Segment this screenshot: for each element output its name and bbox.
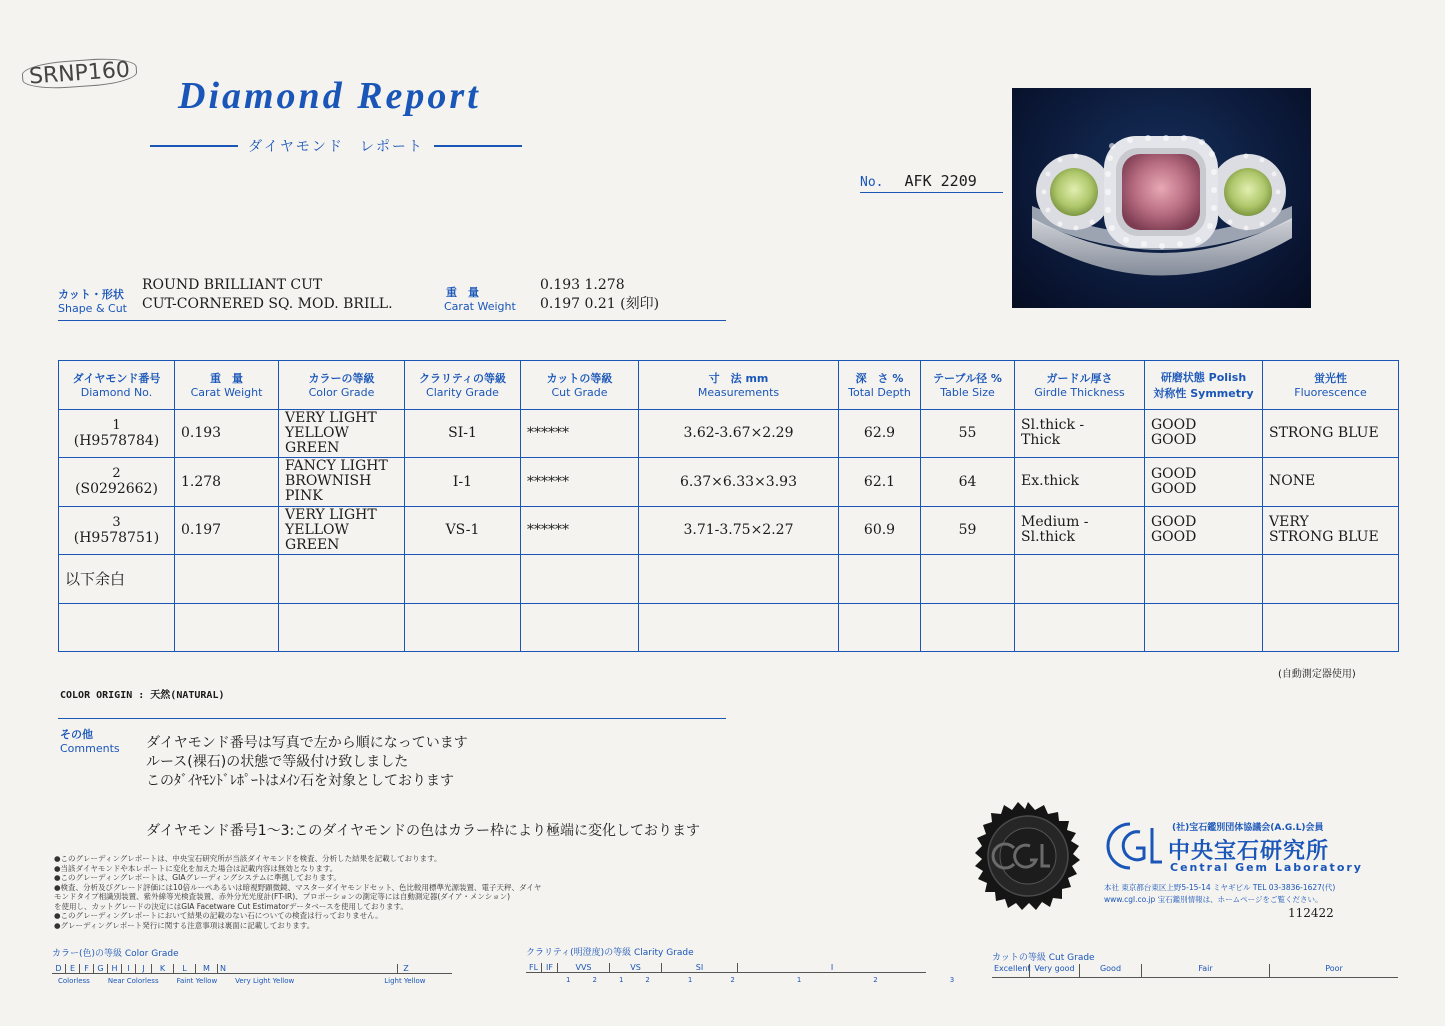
carat-weight-value-1: 0.193 1.278 — [540, 277, 625, 293]
clarity-grade-cell: I — [830, 963, 834, 972]
color-scale-title: カラー(色)の等級 Color Grade — [52, 949, 179, 959]
cell-table-size: 64 — [921, 458, 1015, 507]
clarity-grade-cell: SI — [662, 963, 738, 972]
disclaimer-notes — [54, 854, 614, 930]
cell-color: VERY LIGHT YELLOW GREEN — [279, 506, 405, 555]
report-number — [860, 172, 1003, 193]
cell-end-text: 以下余白 — [59, 555, 175, 604]
clarity-sub-label: 3 — [949, 976, 955, 984]
color-grade-cell: Z — [403, 964, 409, 973]
cell-clarity: I-1 — [405, 458, 521, 507]
cell-carat: 1.278 — [175, 458, 279, 507]
subtitle-rule-right — [434, 145, 522, 147]
table-row — [59, 409, 1399, 458]
cell-table-size: 55 — [921, 409, 1015, 458]
seal-icon — [972, 800, 1084, 912]
note-line: ●このグレーディングレポートは、GIAグレーディングシステムに準拠しております。 — [54, 873, 341, 882]
cell-fluorescence: VERY STRONG BLUE — [1263, 506, 1399, 555]
comments-text — [146, 734, 468, 791]
cell-table-size: 59 — [921, 506, 1015, 555]
cell-diamond-no: 2 (S0292662) — [59, 458, 175, 507]
cut-scale-title: カットの等級 Cut Grade — [992, 953, 1095, 963]
color-grade-cell: E — [66, 964, 80, 973]
col-header-clarity: クラリティの等級 Clarity Grade — [405, 361, 521, 410]
comments-label-en: Comments — [60, 742, 120, 755]
report-number-value: AFK 2209 — [904, 172, 977, 190]
color-grade-cell: K — [152, 964, 174, 973]
lab-membership: (社)宝石鑑別団体協議会(A.G.L)会員 — [1172, 823, 1324, 833]
cut-grade-cell: Very good — [1030, 964, 1080, 977]
cut-grade-cell: Good — [1080, 964, 1142, 977]
comment-line: このﾀﾞｲﾔﾓﾝﾄﾞﾚﾎﾟｰﾄはﾒｲﾝ石を対象としております — [146, 773, 454, 789]
cell-color: VERY LIGHT YELLOW GREEN — [279, 409, 405, 458]
clarity-scale-title: クラリティ(明澄度)の等級 Clarity Grade — [526, 948, 694, 958]
shape-cut-label-jp: カット・形状 — [58, 288, 124, 301]
cgl-logo-icon — [1100, 818, 1164, 874]
color-scale — [52, 964, 452, 974]
carat-weight-value-2: 0.197 0.21 (刻印) — [540, 296, 660, 312]
color-grade-cell: N — [218, 964, 398, 973]
lab-name-jp: 中央宝石研究所 — [1168, 839, 1330, 864]
serial-number: 112422 — [1288, 906, 1334, 920]
cell-cut: ****** — [521, 506, 639, 555]
report-subtitle: ダイヤモンド レポート — [248, 139, 424, 155]
grading-table — [58, 360, 1399, 652]
cell-color: FANCY LIGHT BROWNISH PINK — [279, 458, 405, 507]
shape-cut-label — [58, 288, 127, 316]
ring-illustration — [1012, 88, 1311, 308]
shape-cut-value-2: CUT-CORNERED SQ. MOD. BRILL. — [142, 296, 393, 312]
shape-cut-values — [142, 276, 393, 314]
note-line: を使用し、カットグレードの決定にはGIA Facetware Cut Estimatorデータベースを使用しております。 — [54, 901, 408, 911]
shape-cut-label-en: Shape & Cut — [58, 302, 127, 315]
color-scale-label: Light Yellow — [384, 977, 426, 985]
lab-address-line: 本社 東京都台東区上野5-15-14 ミヤギビル TEL 03-3836-1627(代) — [1104, 883, 1336, 892]
cell-depth: 62.1 — [839, 458, 921, 507]
clarity-grade-cell: VS — [610, 963, 662, 972]
clarity-sub-label: 2 — [730, 976, 735, 984]
comment-line: ルース(裸石)の状態で等級付け致しました — [146, 754, 409, 770]
color-scale-labels — [58, 977, 425, 985]
color-origin: COLOR ORIGIN : 天然(NATURAL) — [60, 690, 225, 701]
embossed-seal — [972, 800, 1084, 912]
carat-weight-label-en: Carat Weight — [444, 300, 516, 313]
col-header-fluorescence: 蛍光性 Fluorescence — [1263, 361, 1399, 410]
color-scale-label: Faint Yellow — [176, 977, 218, 985]
clarity-sub-label: 2 — [592, 976, 597, 984]
lab-website-line: www.cgl.co.jp 宝石鑑別情報は、ホームページをご覧ください。 — [1104, 895, 1323, 904]
clarity-sub-label: 1 — [618, 976, 624, 984]
comments-rule — [58, 718, 726, 719]
cell-measurements: 6.37×6.33×3.93 — [639, 458, 839, 507]
shape-cut-value-1: ROUND BRILLIANT CUT — [142, 277, 323, 293]
cell-clarity: SI-1 — [405, 409, 521, 458]
comments-label — [60, 728, 120, 756]
report-subtitle-row — [150, 136, 522, 156]
clarity-sub-label: 2 — [873, 976, 878, 984]
color-scale-label: Very Light Yellow — [235, 977, 295, 985]
comment-line: ダイヤモンド番号は写真で左から順になっています — [146, 735, 468, 751]
handwritten-note: SRNP160 — [21, 56, 138, 91]
cell-depth: 62.9 — [839, 409, 921, 458]
ring-photo — [1012, 88, 1311, 308]
col-header-carat: 重 量 Carat Weight — [175, 361, 279, 410]
clarity-grade-cell: IF — [542, 963, 558, 972]
cgl-logo — [1100, 818, 1164, 878]
cell-polish-symmetry: GOOD GOOD — [1145, 458, 1263, 507]
clarity-scale — [526, 963, 926, 973]
cell-depth: 60.9 — [839, 506, 921, 555]
summary-rule — [58, 320, 726, 321]
cell-cut: ****** — [521, 409, 639, 458]
comment-color-note: ダイヤモンド番号1〜3:このダイヤモンドの色はカラー枠により極端に変化しております — [146, 823, 700, 839]
col-header-measurements: 寸 法 mm Measurements — [639, 361, 839, 410]
cell-polish-symmetry: GOOD GOOD — [1145, 409, 1263, 458]
lab-name-en: Central Gem Laboratory — [1170, 861, 1363, 874]
carat-weight-label-jp: 重 量 — [446, 286, 479, 299]
col-header-polish-symmetry: 研磨状態 Polish 対称性 Symmetry — [1145, 361, 1263, 410]
table-row — [59, 506, 1399, 555]
carat-weight-values — [540, 276, 659, 314]
table-row-end — [59, 555, 1399, 604]
report-number-label: No. — [860, 175, 884, 190]
lab-address — [1104, 882, 1335, 906]
table-row — [59, 458, 1399, 507]
cut-grade-cell: Poor — [1325, 964, 1343, 973]
table-row-blank — [59, 603, 1399, 652]
color-grade-cell: H — [108, 964, 122, 973]
table-header-row — [59, 361, 1399, 410]
col-header-depth: 深 さ % Total Depth — [839, 361, 921, 410]
cell-carat: 0.193 — [175, 409, 279, 458]
cell-clarity: VS-1 — [405, 506, 521, 555]
col-header-girdle: ガードル厚さ Girdle Thickness — [1015, 361, 1145, 410]
col-header-cut: カットの等級 Cut Grade — [521, 361, 639, 410]
color-grade-cell: J — [136, 964, 152, 973]
cell-fluorescence: NONE — [1263, 458, 1399, 507]
cell-diamond-no: 3 (H9578751) — [59, 506, 175, 555]
clarity-scale-sub-labels — [566, 976, 954, 984]
cell-girdle: Sl.thick - Thick — [1015, 409, 1145, 458]
note-line: ●このグレーディングレポートにおいて結果の記載のない石についての検査は行っておりません。 — [54, 911, 383, 920]
color-scale-label: Colorless — [58, 977, 90, 985]
clarity-sub-label: 2 — [645, 976, 650, 984]
cell-measurements: 3.71-3.75×2.27 — [639, 506, 839, 555]
clarity-sub-label: 1 — [687, 976, 693, 984]
cut-grade-cell: Fair — [1142, 964, 1270, 977]
col-header-table-size: テーブル径 % Table Size — [921, 361, 1015, 410]
cell-girdle: Medium - Sl.thick — [1015, 506, 1145, 555]
color-grade-cell: F — [80, 964, 94, 973]
color-scale-label: Near Colorless — [107, 977, 159, 985]
col-header-color: カラーの等級 Color Grade — [279, 361, 405, 410]
cell-fluorescence: STRONG BLUE — [1263, 409, 1399, 458]
cell-carat: 0.197 — [175, 506, 279, 555]
color-grade-cell: D — [52, 964, 66, 973]
cell-diamond-no: 1 (H9578784) — [59, 409, 175, 458]
carat-weight-label — [444, 286, 516, 314]
clarity-sub-label: 1 — [796, 976, 802, 984]
color-grade-cell: G — [94, 964, 108, 973]
note-line: ●グレーディングレポート発行に関する注意事項は裏面に記載しております。 — [54, 920, 315, 930]
color-grade-cell: M — [196, 964, 218, 973]
report-title: Diamond Report — [178, 75, 481, 117]
color-grade-cell: I — [122, 964, 136, 973]
note-line: ●当該ダイヤモンドや本レポートに変化を加えた場合は記載内容は無効となります。 — [54, 863, 338, 873]
subtitle-rule-left — [150, 145, 238, 147]
cut-grade-cell: Excellent — [992, 964, 1030, 977]
note-line: ●このグレーディングレポートは、中央宝石研究所が当該ダイヤモンドを検査、分析した結果を記載しております。 — [54, 854, 442, 863]
col-header-diamond-no: ダイヤモンド番号 Diamond No. — [59, 361, 175, 410]
cell-girdle: Ex.thick — [1015, 458, 1145, 507]
clarity-grade-cell: VVS — [558, 963, 610, 972]
note-line: ●検査、分析及びグレード評価には10倍ルーペあるいは暗視野顕微鏡、マスターダイヤモンドセット、色比較用標準光源装置、電子天秤、ダイヤ — [54, 882, 542, 892]
note-line: モンドタイプ相識別装置、紫外線等光検査装置、赤外分光光度計(FT-IR)、プロポーションの測定等には自動測定器(ダイア・メンション) — [54, 892, 511, 901]
clarity-grade-cell: FL — [526, 963, 542, 972]
cut-scale — [992, 964, 1398, 978]
cell-measurements: 3.62-3.67×2.29 — [639, 409, 839, 458]
auto-measure-note: (自動測定器使用) — [1278, 669, 1356, 680]
cell-polish-symmetry: GOOD GOOD — [1145, 506, 1263, 555]
clarity-sub-label: 1 — [566, 976, 571, 984]
color-grade-cell: L — [174, 964, 196, 973]
comments-label-jp: その他 — [60, 728, 93, 741]
cell-cut: ****** — [521, 458, 639, 507]
